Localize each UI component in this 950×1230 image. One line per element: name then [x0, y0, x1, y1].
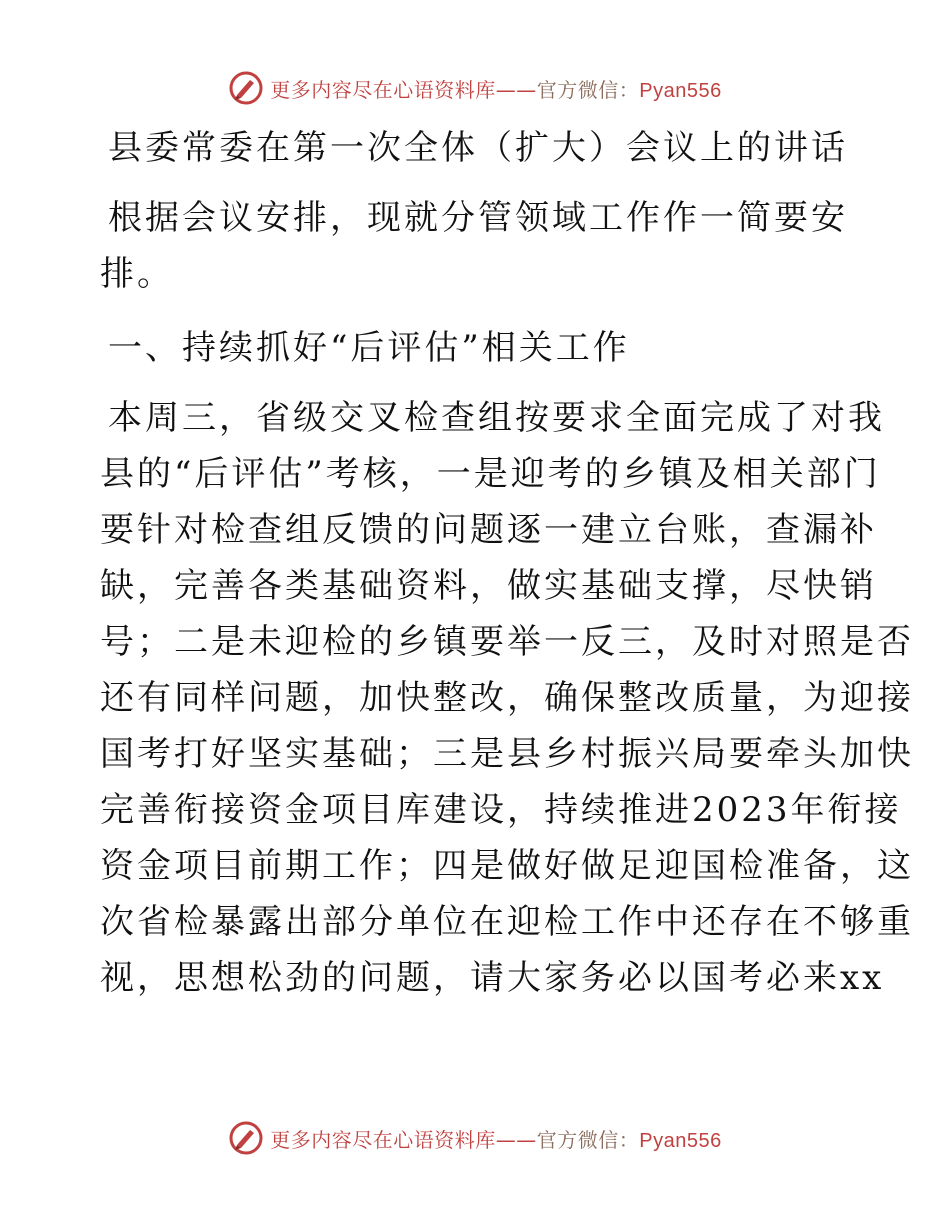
body-line: 国考打好坚实基础；三是县乡村振兴局要牵头加快 — [100, 734, 914, 774]
body-line: 本周三，省级交叉检查组按要求全面完成了对我 — [108, 398, 885, 438]
body-line: 资金项目前期工作；四是做好做足迎国检准备，这 — [100, 846, 914, 886]
pen-logo-icon — [228, 70, 264, 106]
body-line: 完善衔接资金项目库建设，持续推进2023年衔接 — [100, 790, 902, 830]
body-line: 县的“后评估”考核，一是迎考的乡镇及相关部门 — [100, 454, 881, 494]
watermark-bottom — [0, 1120, 950, 1156]
body-line: 缺，完善各类基础资料，做实基础支撑，尽快销 — [100, 566, 877, 606]
section-heading-1: 一、持续抓好“后评估”相关工作 — [108, 328, 630, 368]
body-line: 视，思想松劲的问题，请大家务必以国考必来xx — [100, 958, 885, 998]
body-line: 还有同样问题，加快整改，确保整改质量，为迎接 — [100, 678, 914, 718]
body-line: 要针对检查组反馈的问题逐一建立台账，查漏补 — [100, 510, 877, 550]
watermark-top — [0, 70, 950, 106]
intro-line-1: 根据会议安排，现就分管领域工作作一简要安 — [108, 198, 848, 238]
watermark-text: 更多内容尽在心语资料库——官方微信：Pyan556 — [270, 77, 722, 102]
body-line: 号；二是未迎检的乡镇要举一反三，及时对照是否 — [100, 622, 914, 662]
watermark-text: 更多内容尽在心语资料库——官方微信：Pyan556 — [270, 1127, 722, 1152]
body-line: 次省检暴露出部分单位在迎检工作中还存在不够重 — [100, 902, 914, 942]
intro-line-2: 排。 — [100, 254, 174, 294]
document-title: 县委常委在第一次全体（扩大）会议上的讲话 — [108, 128, 848, 168]
document-body — [100, 120, 914, 1006]
pen-logo-icon — [228, 1120, 264, 1156]
